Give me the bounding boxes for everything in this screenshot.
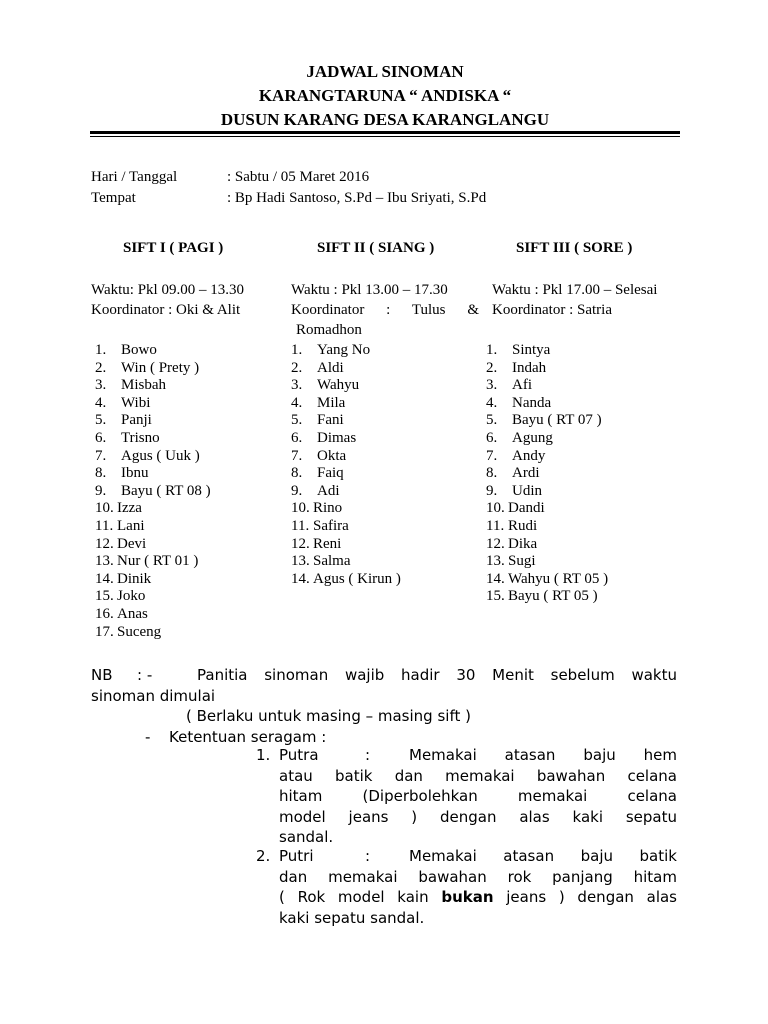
- member-number: 8.: [95, 465, 107, 482]
- member-name: Aldi: [317, 359, 344, 376]
- rule-1-line: atau batik dan memakai bawahan celana: [279, 766, 677, 785]
- member-name: Joko: [117, 588, 146, 605]
- shift-1-title: SIFT I ( PAGI ): [123, 240, 224, 256]
- document-header: [90, 60, 680, 132]
- member-number: 1.: [486, 342, 498, 358]
- shift-3-coordinator: Koordinator : Satria: [492, 302, 612, 318]
- member-number: 5.: [486, 412, 498, 429]
- member-name: Sugi: [508, 553, 536, 570]
- member-number: 9.: [291, 482, 303, 499]
- member-name: Dimas: [317, 429, 357, 446]
- member-number: 15.: [95, 588, 114, 605]
- member-list-item: [95, 606, 285, 624]
- member-number: 5.: [291, 412, 303, 429]
- date-label: Hari / Tanggal: [91, 169, 178, 185]
- member-list-item: [95, 483, 285, 501]
- rule-2-number: 2.: [256, 847, 271, 865]
- shift-2-time: Waktu : Pkl 13.00 – 17.30: [291, 282, 448, 298]
- member-number: 2.: [291, 359, 303, 376]
- shift-1-column: [91, 282, 281, 322]
- member-list-item: [486, 588, 686, 606]
- member-name: Sintya: [512, 342, 551, 358]
- member-list-item: [291, 518, 481, 536]
- member-number: 3.: [291, 377, 303, 394]
- rule-2-line3-pre: ( Rok model kain: [279, 888, 442, 906]
- shift-3-title: SIFT III ( SORE ): [516, 240, 633, 256]
- member-list-item: [95, 342, 285, 360]
- member-list-item: [95, 360, 285, 378]
- member-number: 7.: [291, 447, 303, 464]
- shift-2-column: [291, 282, 481, 342]
- member-number: 11.: [486, 517, 505, 534]
- member-name: Dika: [508, 535, 538, 552]
- member-list-item: [486, 430, 686, 448]
- member-list-item: [95, 430, 285, 448]
- rule-2-sep: :: [365, 847, 371, 865]
- member-list-item: [291, 377, 481, 395]
- member-number: 11.: [95, 517, 114, 534]
- member-list-item: [486, 571, 686, 589]
- member-list-item: [95, 465, 285, 483]
- member-list-item: [486, 342, 686, 360]
- place-row: [91, 188, 486, 208]
- member-list-item: [291, 412, 481, 430]
- member-name: Fani: [317, 412, 344, 429]
- member-number: 11.: [291, 517, 310, 534]
- member-number: 15.: [486, 588, 505, 605]
- member-list-item: [486, 395, 686, 413]
- member-list-item: [291, 536, 481, 554]
- rule-1-number: 1.: [256, 746, 271, 764]
- member-list-item: [291, 500, 481, 518]
- rule-2-line: dan memakai bawahan rok panjang hitam: [279, 867, 677, 886]
- header-location: DUSUN KARANG DESA KARANGLANGU: [220, 110, 550, 129]
- member-number: 9.: [486, 482, 498, 499]
- shift-3-time: Waktu : Pkl 17.00 – Selesai: [492, 282, 658, 298]
- member-list-item: [95, 395, 285, 413]
- rule-1-last: sandal.: [279, 828, 334, 846]
- member-number: 16.: [95, 605, 114, 622]
- shift-2-coordinator: Koordinator : Tulus &: [291, 302, 479, 318]
- member-list-item: [291, 395, 481, 413]
- rule-2-first: Memakai atasan baju batik: [409, 847, 677, 865]
- member-number: 10.: [291, 500, 310, 517]
- member-name: Rudi: [508, 517, 538, 534]
- member-number: 12.: [486, 535, 505, 552]
- rule-2-line3-post: jeans ) dengan alas: [493, 888, 677, 906]
- member-name: Dinik: [117, 570, 152, 587]
- header-divider-thin: [90, 136, 680, 137]
- member-list-item: [291, 430, 481, 448]
- uniform-dash: -: [145, 728, 151, 746]
- member-name: Izza: [117, 500, 142, 517]
- rule-2-line3: [279, 887, 677, 908]
- member-list-item: [95, 500, 285, 518]
- rule-1-line: model jeans ) dengan alas kaki sepatu: [279, 807, 677, 826]
- rule-2: [279, 846, 677, 928]
- member-list-item: [95, 412, 285, 430]
- rule-1-line: hitam (Diperbolehkan memakai celana: [279, 787, 677, 805]
- member-name: Lani: [117, 517, 145, 534]
- member-list-item: [486, 518, 686, 536]
- member-number: 8.: [486, 465, 498, 482]
- member-number: 3.: [486, 377, 498, 394]
- member-name: Nur ( RT 01 ): [117, 553, 199, 570]
- member-number: 6.: [291, 429, 303, 446]
- member-number: 2.: [95, 359, 107, 376]
- rule-1-sep: :: [365, 746, 371, 764]
- member-number: 14.: [486, 570, 505, 587]
- member-number: 7.: [95, 447, 107, 464]
- member-list-item: [95, 588, 285, 606]
- shift-2-members: [291, 342, 481, 588]
- member-number: 4.: [291, 394, 303, 411]
- member-number: 10.: [486, 500, 505, 517]
- member-list-item: [291, 553, 481, 571]
- rule-1: [279, 745, 677, 848]
- member-name: Rino: [313, 500, 343, 517]
- member-name: Reni: [313, 535, 342, 552]
- member-number: 4.: [95, 394, 107, 411]
- nb-note: [91, 665, 677, 727]
- member-number: 7.: [486, 447, 498, 464]
- member-list-item: [486, 360, 686, 378]
- member-number: 1.: [291, 342, 303, 358]
- member-name: Indah: [512, 359, 547, 376]
- member-list-item: [486, 465, 686, 483]
- member-list-item: [291, 465, 481, 483]
- member-list-item: [95, 536, 285, 554]
- member-name: Nanda: [512, 394, 552, 411]
- member-number: 3.: [95, 377, 107, 394]
- member-name: Andy: [512, 447, 546, 464]
- member-number: 6.: [95, 429, 107, 446]
- member-number: 4.: [486, 394, 498, 411]
- member-name: Trisno: [121, 429, 160, 446]
- place-label: Tempat: [91, 190, 136, 206]
- member-number: 13.: [291, 553, 310, 570]
- member-name: Bowo: [121, 342, 157, 358]
- member-name: Panji: [121, 412, 152, 429]
- member-name: Safira: [313, 517, 349, 534]
- member-number: 2.: [486, 359, 498, 376]
- rule-1-first: Memakai atasan baju hem: [409, 746, 677, 764]
- member-name: Bayu ( RT 08 ): [121, 482, 211, 499]
- member-name: Wahyu ( RT 05 ): [508, 570, 609, 587]
- member-name: Bayu ( RT 07 ): [512, 412, 602, 429]
- shift-1-time: Waktu: Pkl 09.00 – 13.30: [91, 282, 244, 298]
- shift-1-members: [95, 342, 285, 641]
- member-name: Ibnu: [121, 465, 149, 482]
- member-list-item: [486, 448, 686, 466]
- date-row: [91, 167, 369, 187]
- member-list-item: [486, 536, 686, 554]
- header-organization: KARANGTARUNA “ ANDISKA “: [258, 86, 512, 105]
- member-list-item: [95, 448, 285, 466]
- member-list-item: [291, 360, 481, 378]
- rule-2-last: kaki sepatu sandal.: [279, 908, 425, 927]
- member-number: 14.: [95, 570, 114, 587]
- member-list-item: [95, 518, 285, 536]
- member-list-item: [95, 377, 285, 395]
- member-list-item: [95, 571, 285, 589]
- rule-2-line3-bold: bukan: [441, 888, 494, 906]
- member-list-item: [486, 500, 686, 518]
- uniform-title: Ketentuan seragam :: [169, 728, 327, 746]
- place-value: : Bp Hadi Santoso, S.Pd – Ibu Sriyati, S.Pd: [227, 190, 487, 206]
- member-list-item: [486, 377, 686, 395]
- nb-separator: : -: [137, 666, 153, 684]
- member-name: Wibi: [121, 394, 151, 411]
- member-list-item: [486, 483, 686, 501]
- member-number: 6.: [486, 429, 498, 446]
- member-name: Adi: [317, 482, 340, 499]
- member-number: 14.: [291, 570, 310, 587]
- member-list-item: [486, 412, 686, 430]
- member-list-item: [291, 571, 481, 589]
- member-number: 1.: [95, 342, 107, 358]
- member-list-item: [291, 448, 481, 466]
- member-name: Devi: [117, 535, 147, 552]
- header-divider-thick: [90, 131, 680, 134]
- member-name: Agus ( Kirun ): [313, 570, 401, 587]
- member-name: Okta: [317, 447, 347, 464]
- member-list-item: [95, 624, 285, 642]
- member-name: Yang No: [317, 342, 371, 358]
- shift-2-title: SIFT II ( SIANG ): [317, 240, 435, 256]
- member-list-item: [291, 342, 481, 360]
- member-name: Misbah: [121, 377, 166, 394]
- member-name: Ardi: [512, 465, 540, 482]
- member-number: 9.: [95, 482, 107, 499]
- member-name: Bayu ( RT 05 ): [508, 588, 598, 605]
- member-name: Faiq: [317, 465, 344, 482]
- member-name: Udin: [512, 482, 542, 499]
- rule-2-label: Putri: [279, 847, 314, 865]
- shift-3-members: [486, 342, 686, 606]
- member-name: Wahyu: [317, 377, 360, 394]
- member-name: Win ( Prety ): [121, 359, 200, 376]
- member-list-item: [486, 553, 686, 571]
- member-name: Mila: [317, 394, 346, 411]
- member-name: Agus ( Uuk ): [121, 447, 200, 464]
- member-number: 10.: [95, 500, 114, 517]
- member-list-item: [95, 553, 285, 571]
- member-number: 8.: [291, 465, 303, 482]
- member-number: 5.: [95, 412, 107, 429]
- member-name: Salma: [313, 553, 351, 570]
- shift-3-column: [492, 282, 692, 322]
- rule-1-label: Putra: [279, 746, 319, 764]
- nb-label: NB: [91, 666, 113, 684]
- member-name: Afi: [512, 377, 532, 394]
- nb-text-line2: sinoman dimulai: [91, 686, 216, 705]
- member-number: 12.: [291, 535, 310, 552]
- member-number: 12.: [95, 535, 114, 552]
- member-number: 13.: [486, 553, 505, 570]
- nb-text-line1: Panitia sinoman wajib hadir 30 Menit sebelum waktu: [197, 666, 677, 684]
- shift-1-coordinator: Koordinator : Oki & Alit: [91, 302, 241, 318]
- nb-applies: ( Berlaku untuk masing – masing sift ): [186, 707, 471, 725]
- member-name: Dandi: [508, 500, 545, 517]
- header-title: JADWAL SINOMAN: [306, 62, 464, 81]
- member-name: Suceng: [117, 623, 162, 640]
- member-name: Agung: [512, 429, 553, 446]
- member-number: 13.: [95, 553, 114, 570]
- date-value: : Sabtu / 05 Maret 2016: [227, 169, 370, 185]
- member-list-item: [291, 483, 481, 501]
- member-number: 17.: [95, 623, 114, 640]
- member-name: Anas: [117, 605, 148, 622]
- shift-2-coordinator-cont: Romadhon: [296, 322, 362, 338]
